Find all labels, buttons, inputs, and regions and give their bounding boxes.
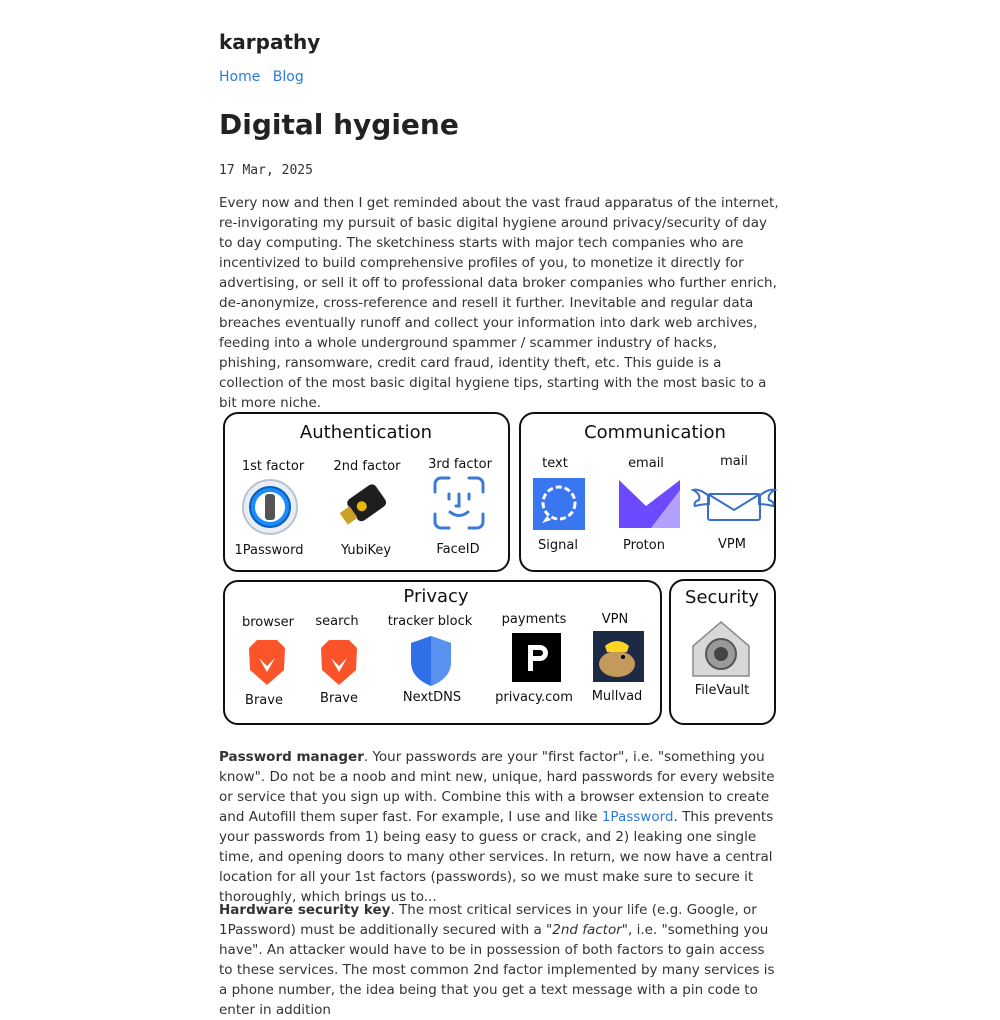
hk-text-2: , i.e. "something you have". An attacker would have to be in possession of both factors to gain access to these services. The most common 2nd factor implemented by many services is a phone number, the idea being that you get a text message with a pin code to enter in addition — [219, 922, 775, 1018]
auth-head-2: 2nd factor — [333, 459, 401, 474]
comm-head-1: text — [542, 456, 568, 471]
onepassword-link[interactable]: 1Password — [601, 809, 674, 825]
communication-title: Communication — [584, 422, 726, 443]
hk-second-factor: "2nd factor" — [546, 922, 628, 938]
pm-text-1: . Your passwords are your "first factor", i.e. "something you know". Do not be a noob and mint new, unique, hard passwords for every website or service that you sign up with. Combine this with a browser extension to create and Autofill them super fast. For example, I use and like — [219, 749, 775, 825]
hardware-key-paragraph — [219, 900, 782, 1020]
nav-home-link[interactable]: Home — [219, 69, 261, 85]
security-title: Security — [685, 587, 759, 608]
site-nav — [219, 69, 312, 85]
post-title: Digital hygiene — [219, 108, 459, 141]
privacy-title: Privacy — [403, 586, 469, 607]
comm-name-1: Signal — [538, 538, 578, 553]
onepassword-icon — [243, 480, 297, 534]
mullvad-icon — [593, 631, 644, 682]
hk-text-1: . The most critical services in your life (e.g. Google, or 1Password) must be additionally secured with a — [219, 902, 757, 938]
post-date: 17 Mar, 2025 — [219, 163, 313, 178]
privacy-head-3: tracker block — [387, 614, 473, 629]
comm-name-3: VPM — [718, 537, 746, 552]
auth-name-2: YubiKey — [340, 543, 392, 558]
nav-blog-link[interactable]: Blog — [272, 69, 304, 85]
pm-text-2: . This prevents your passwords from 1) being easy to guess or crack, and 2) leaking one single time, and opening doors to many other services. In return, we now have a central location for all your 1st factors (passwords), so we must make sure to secure it thoroughly, which brings us to... — [219, 809, 774, 905]
privacy-head-4: payments — [501, 612, 567, 627]
security-name: FileVault — [694, 683, 750, 698]
privacy-head-1: browser — [241, 615, 295, 630]
privacy-name-1: Brave — [245, 693, 283, 708]
password-manager-paragraph — [219, 747, 782, 907]
site-title[interactable]: karpathy — [219, 30, 321, 54]
auth-name-1: 1Password — [234, 543, 304, 558]
signal-icon — [533, 478, 585, 530]
digital-hygiene-diagram — [221, 410, 779, 728]
comm-name-2: Proton — [623, 538, 665, 553]
intro-paragraph: Every now and then I get reminded about the vast fraud apparatus of the internet, re-invigorating my pursuit of basic digital hygiene around privacy/security of day to day computing. The sketchiness starts with major tech companies who are incentivized to build comprehensive profiles of you, to monetize it directly for advertising, or sell it off to professional data broker companies who further enrich, de-anonymize, cross-reference and resell it further. Inevitable and regular data breaches eventually runoff and collect your information into dark web archives, feeding into a whole underground spammer / scammer industry of hacks, phishing, ransomware, credit card fraud, identity theft, etc. This guide is a collection of the most basic digital hygiene tips, starting with the most basic to a bit more niche. — [219, 195, 779, 411]
privacy-head-2: search — [315, 614, 359, 629]
privacy-head-5: VPN — [601, 612, 629, 627]
authentication-title: Authentication — [299, 422, 433, 443]
privacycom-icon — [512, 633, 561, 682]
password-manager-heading: Password manager — [219, 749, 364, 765]
auth-head-1: 1st factor — [241, 459, 305, 474]
hardware-key-heading: Hardware security key — [219, 902, 391, 918]
auth-name-3: FaceID — [436, 542, 480, 557]
privacy-name-2: Brave — [320, 691, 358, 706]
comm-head-2: email — [628, 456, 664, 471]
privacy-name-4: privacy.com — [495, 690, 573, 705]
privacy-name-5: Mullvad — [591, 689, 643, 704]
privacy-name-3: NextDNS — [402, 690, 462, 705]
auth-head-3: 3rd factor — [428, 457, 492, 472]
comm-head-3: mail — [720, 454, 748, 469]
